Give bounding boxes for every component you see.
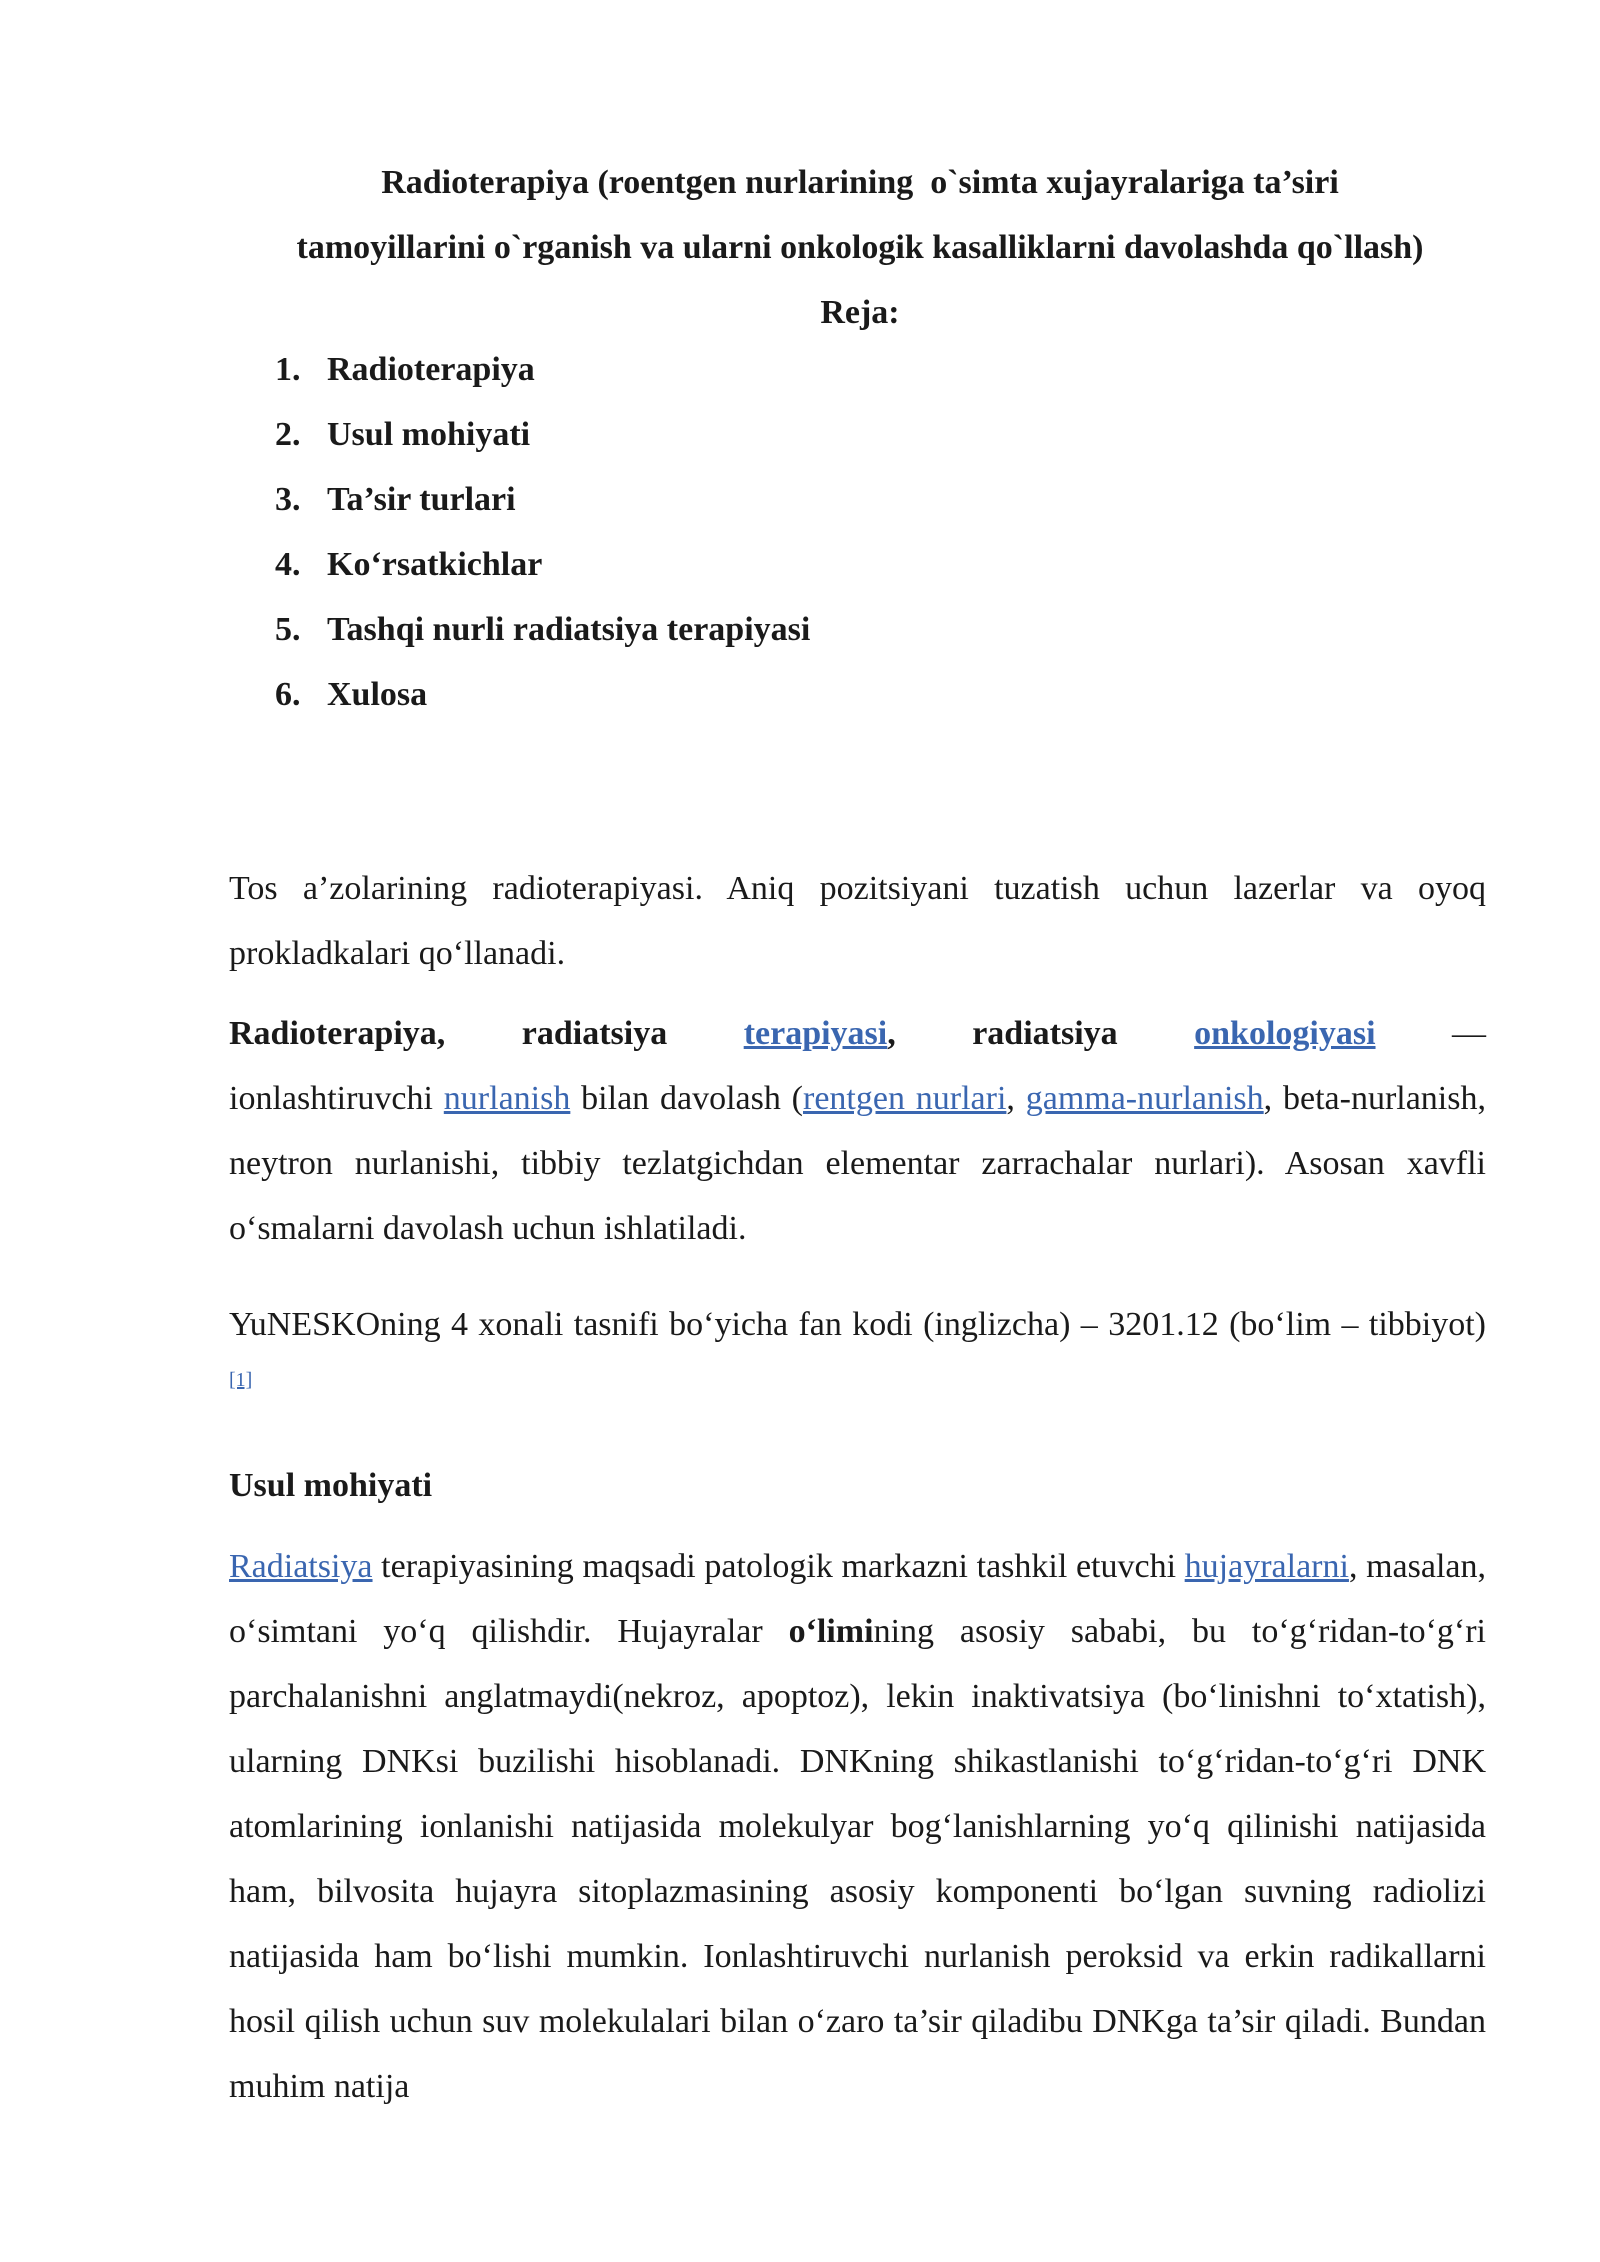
plan-item xyxy=(275,402,810,467)
link-nurlanish[interactable]: nurlanish xyxy=(443,1080,571,1117)
section-heading: Usul mohiyati xyxy=(229,1467,433,1504)
link-hujayralarni[interactable]: hujayralarni xyxy=(1184,1548,1349,1585)
plan-item xyxy=(275,467,810,532)
definition-text: bilan davolash ( xyxy=(570,1080,803,1117)
plan-list xyxy=(275,337,810,727)
link-terapiyasi[interactable]: terapiyasi xyxy=(743,1015,888,1052)
em-dash: — xyxy=(1375,1015,1487,1052)
plan-item-text: Usul mohiyati xyxy=(327,416,531,453)
definition-body xyxy=(229,1066,1486,1261)
term-radioterapiya: Radioterapiya, xyxy=(229,1015,446,1052)
term-prefix: radiatsiya xyxy=(521,1015,744,1052)
plan-item xyxy=(275,597,810,662)
definition-text: ionlashtiruvchi xyxy=(229,1080,444,1117)
plan-item xyxy=(275,662,810,727)
plan-item-text: Ko‘rsatkichlar xyxy=(327,546,543,583)
link-gamma-nurlanish[interactable]: gamma-nurlanish xyxy=(1025,1080,1264,1117)
document-title xyxy=(220,150,1500,345)
plan-item-number: 3. xyxy=(275,481,301,518)
plan-item-text: Radioterapiya xyxy=(327,351,535,388)
definition-paragraph xyxy=(229,1001,1486,1261)
plan-item-text: Xulosa xyxy=(327,676,428,713)
body-text: ning asosiy sababi, bu to‘g‘ridan-to‘g‘ri parchalanishni anglatmaydi(nekroz, apoptoz), lekin inaktivatsiya (bo‘linishni to‘xtatish), ularning DNKsi buzilishi hisoblanadi. DNKning shikastlanishi to‘g‘ridan-to‘g‘ri DNK atomlarining ionlanishi natijasida molekulyar bog‘lanishlarning yo‘q qilinishi natijasida ham, bilvosita hujayra sitoplazmasining asosiy komponenti bo‘lgan suvning radiolizi natijasida ham bo‘lishi mumkin. Ionlashtiruvchi nurlanish peroksid va erkin radikallarni hosil qilish uchun suv molekulalari bilan o‘zaro ta’sir qiladibu DNKga ta’sir qiladi. Bundan muhim natija xyxy=(229,1613,1486,2105)
plan-item-number: 6. xyxy=(275,676,301,713)
title-line-2: tamoyillarini o`rganish va ularni onkologik kasalliklarni davolashda qo`llash) xyxy=(296,229,1424,266)
link-onkologiyasi[interactable]: onkologiyasi xyxy=(1194,1015,1376,1052)
body-text: terapiyasining maqsadi patologik markazni tashkil etuvchi xyxy=(372,1548,1185,1585)
link-rentgen-nurlari[interactable]: rentgen nurlari xyxy=(803,1080,1007,1117)
plan-item-number: 1. xyxy=(275,351,301,388)
plan-heading: Reja: xyxy=(820,294,900,331)
definition-text: , beta-nurlanish, neytron nurlanishi, tibbiy tezlatgichdan elementar zarrachalar nurlari). Asosan xavfli o‘smalarni davolash uchun ishlatiladi. xyxy=(229,1080,1486,1247)
term-comma: , xyxy=(887,1015,896,1052)
title-line-1: Radioterapiya (roentgen nurlarining o`simta xujayralariga ta’siri xyxy=(381,164,1339,201)
unesco-paragraph xyxy=(229,1292,1486,1422)
plan-item-text: Ta’sir turlari xyxy=(327,481,516,518)
plan-item-number: 2. xyxy=(275,416,301,453)
intro-paragraph: Tos a’zolarining radioterapiyasi. Aniq pozitsiyani tuzatish uchun lazerlar va oyoq prokladkalari qo‘llanadi. xyxy=(229,870,1486,972)
plan-item-text: Tashqi nurli radiatsiya terapiyasi xyxy=(327,611,811,648)
definition-text: , xyxy=(1006,1080,1026,1117)
plan-item xyxy=(275,532,810,597)
body-text: , masalan, o‘simtani yo‘q qilishdir. Hujayralar xyxy=(229,1548,1486,1650)
plan-item xyxy=(275,337,810,402)
bold-olimi: o‘limi xyxy=(788,1613,874,1650)
definition-terms-line xyxy=(229,1001,1486,1066)
body-paragraph xyxy=(229,1534,1486,2119)
term-prefix: radiatsiya xyxy=(972,1015,1195,1052)
plan-item-number: 5. xyxy=(275,611,301,648)
footnote-reference[interactable]: [1] xyxy=(229,1369,253,1391)
link-radiatsiya[interactable]: Radiatsiya xyxy=(229,1548,373,1585)
unesco-text: YuNESKOning 4 xonali tasnifi bo‘yicha fan kodi (inglizcha) – 3201.12 (bo‘lim – tibbiyot) xyxy=(229,1306,1486,1343)
plan-item-number: 4. xyxy=(275,546,301,583)
